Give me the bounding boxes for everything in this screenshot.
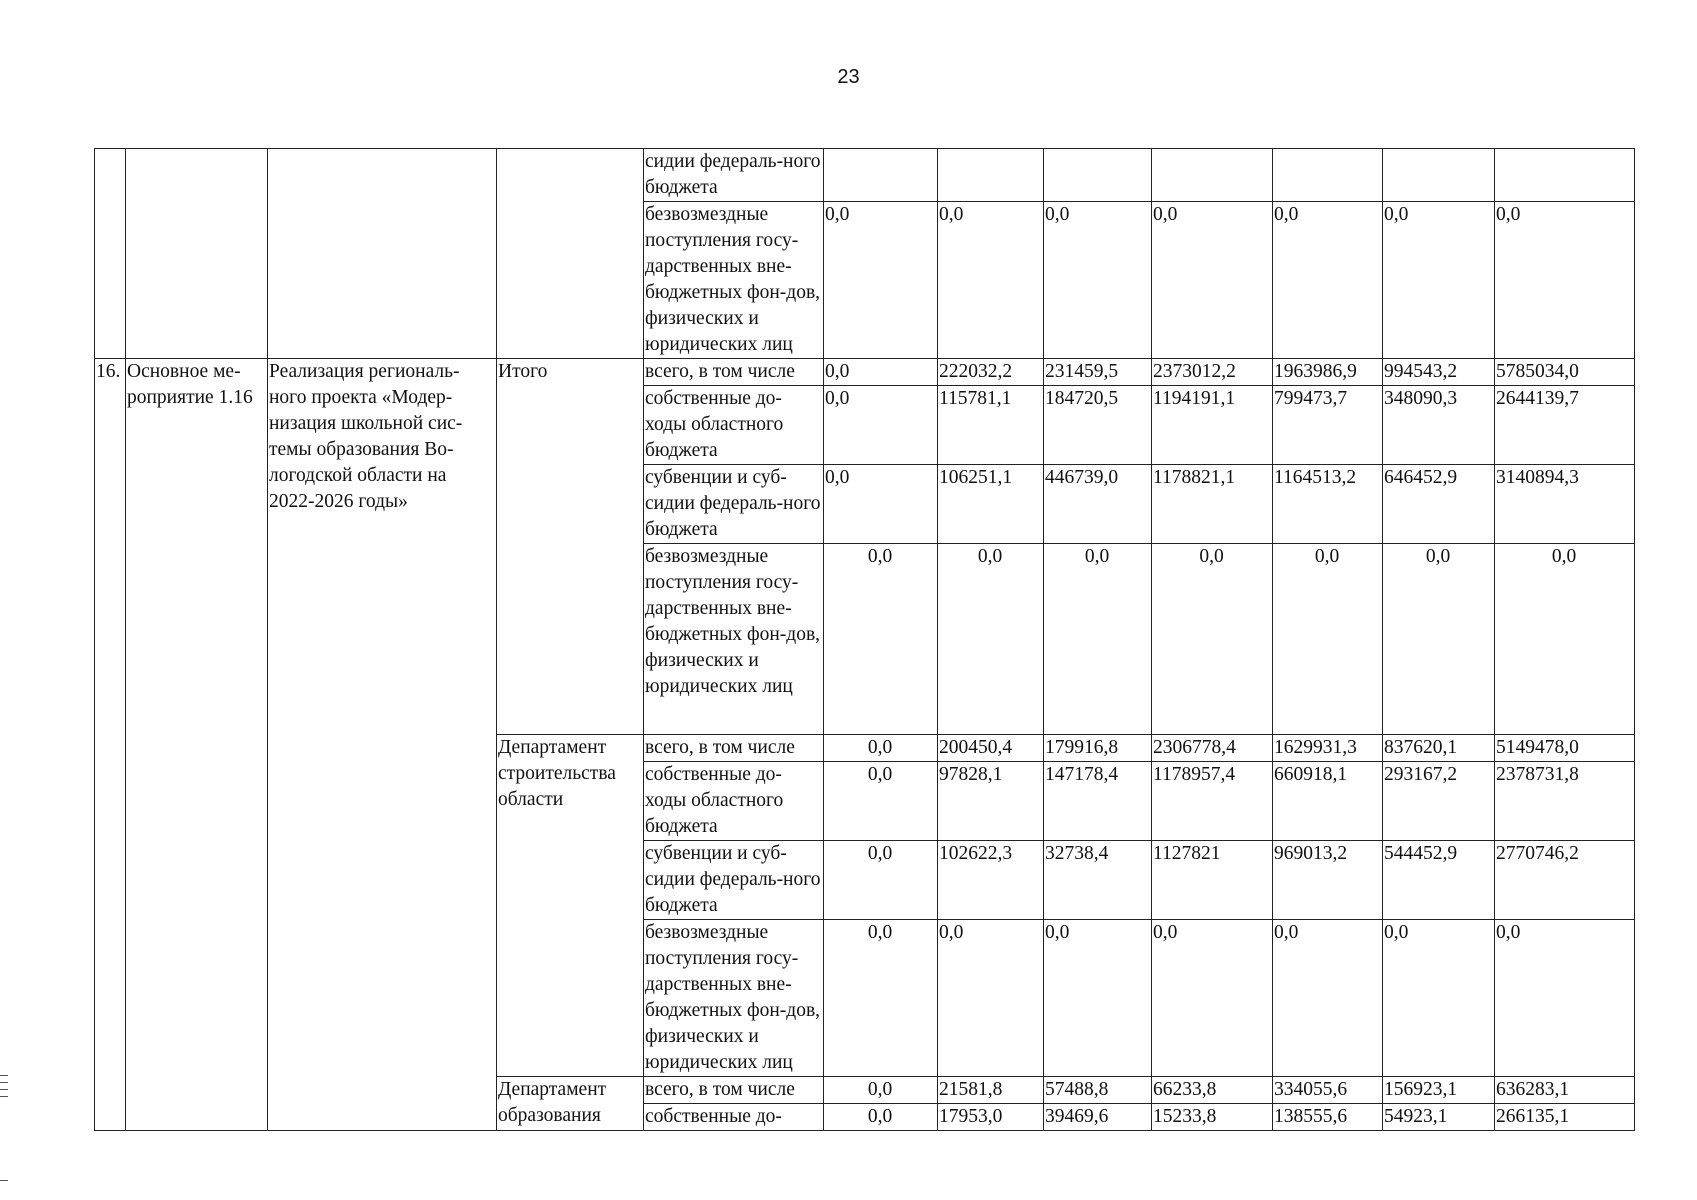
scan-mark: [0, 1180, 8, 1181]
page-number: 23: [837, 66, 860, 88]
value-cell: 0,0: [824, 359, 938, 386]
value-cell: 1178821,1: [1152, 465, 1273, 544]
source-label: сидии федераль-ного бюджета: [644, 149, 824, 202]
value-cell: 0,0: [1273, 202, 1383, 359]
value-cell: 0,0: [824, 386, 938, 465]
value-cell: 799473,7: [1273, 386, 1383, 465]
scan-mark: [0, 1082, 8, 1083]
value-cell: 3140894,3: [1495, 465, 1635, 544]
value-cell: 0,0: [1044, 202, 1152, 359]
source-label: собственные до-ходы областного бюджета: [644, 762, 824, 841]
value-cell: 0,0: [938, 920, 1044, 1077]
scan-mark: [0, 1096, 8, 1097]
value-cell: 17953,0: [938, 1104, 1044, 1131]
value-cell: 0,0: [1044, 920, 1152, 1077]
value-cell: 5785034,0: [1495, 359, 1635, 386]
value-cell: 2378731,8: [1495, 762, 1635, 841]
value-cell: [824, 149, 938, 202]
value-cell: 0,0: [1495, 202, 1635, 359]
table-row: [95, 359, 1635, 386]
value-cell: 156923,1: [1383, 1077, 1495, 1104]
value-cell: 231459,5: [1044, 359, 1152, 386]
value-cell: 0,0: [824, 1077, 938, 1104]
executor-name: Департамент образования: [497, 1077, 644, 1131]
value-cell: [1383, 149, 1495, 202]
source-label: всего, в том числе: [644, 735, 824, 762]
value-cell: 179916,8: [1044, 735, 1152, 762]
value-cell: 222032,2: [938, 359, 1044, 386]
value-cell: 21581,8: [938, 1077, 1044, 1104]
value-cell: 115781,1: [938, 386, 1044, 465]
value-cell: [1273, 149, 1383, 202]
value-cell: 0,0: [938, 202, 1044, 359]
value-cell: 66233,8: [1152, 1077, 1273, 1104]
value-cell: 184720,5: [1044, 386, 1152, 465]
value-cell: 147178,4: [1044, 762, 1152, 841]
value-cell: [1152, 149, 1273, 202]
value-cell: 0,0: [1152, 544, 1273, 735]
value-cell: 1178957,4: [1152, 762, 1273, 841]
value-cell: 5149478,0: [1495, 735, 1635, 762]
value-cell: [1044, 149, 1152, 202]
executor-name: Департамент строительства области: [497, 735, 644, 1077]
value-cell: 994543,2: [1383, 359, 1495, 386]
source-label: собственные до-: [644, 1104, 824, 1131]
table-row: [95, 149, 1635, 202]
value-cell: 0,0: [824, 1104, 938, 1131]
value-cell: 0,0: [824, 202, 938, 359]
value-cell: 138555,6: [1273, 1104, 1383, 1131]
value-cell: 293167,2: [1383, 762, 1495, 841]
value-cell: 334055,6: [1273, 1077, 1383, 1104]
value-cell: 0,0: [1495, 544, 1635, 735]
value-cell: [1495, 149, 1635, 202]
value-cell: 446739,0: [1044, 465, 1152, 544]
source-label: безвозмездные поступления госу-дарственных вне-бюджетных фон-дов, физических и юридических лиц: [644, 202, 824, 359]
source-label: субвенции и суб-сидии федераль-ного бюджета: [644, 465, 824, 544]
executor-cell: [497, 149, 644, 359]
value-cell: 969013,2: [1273, 841, 1383, 920]
value-cell: 32738,4: [1044, 841, 1152, 920]
value-cell: 0,0: [1383, 920, 1495, 1077]
scan-mark: [0, 1089, 8, 1090]
value-cell: 636283,1: [1495, 1077, 1635, 1104]
value-cell: 2373012,2: [1152, 359, 1273, 386]
value-cell: 57488,8: [1044, 1077, 1152, 1104]
source-label: безвозмездные поступления госу-дарственных вне-бюджетных фон-дов, физических и юридических лиц: [644, 544, 824, 735]
value-cell: 1963986,9: [1273, 359, 1383, 386]
source-label: всего, в том числе: [644, 1077, 824, 1104]
event-cell: [126, 149, 268, 359]
value-cell: 0,0: [1273, 920, 1383, 1077]
item-number: 16.: [95, 359, 126, 1131]
source-label: безвозмездные поступления госу-дарственных вне-бюджетных фон-дов, физических и юридических лиц: [644, 920, 824, 1077]
budget-table: [94, 148, 1635, 1131]
value-cell: 348090,3: [1383, 386, 1495, 465]
value-cell: 0,0: [1495, 920, 1635, 1077]
value-cell: 0,0: [824, 920, 938, 1077]
value-cell: 1127821: [1152, 841, 1273, 920]
value-cell: 102622,3: [938, 841, 1044, 920]
value-cell: 0,0: [824, 465, 938, 544]
value-cell: 0,0: [1152, 202, 1273, 359]
value-cell: 200450,4: [938, 735, 1044, 762]
value-cell: 2644139,7: [1495, 386, 1635, 465]
value-cell: 1194191,1: [1152, 386, 1273, 465]
value-cell: 0,0: [824, 735, 938, 762]
value-cell: 660918,1: [1273, 762, 1383, 841]
value-cell: 0,0: [1383, 202, 1495, 359]
value-cell: [938, 149, 1044, 202]
value-cell: 0,0: [1152, 920, 1273, 1077]
value-cell: 2770746,2: [1495, 841, 1635, 920]
value-cell: 15233,8: [1152, 1104, 1273, 1131]
value-cell: 2306778,4: [1152, 735, 1273, 762]
value-cell: 1164513,2: [1273, 465, 1383, 544]
value-cell: 39469,6: [1044, 1104, 1152, 1131]
source-label: субвенции и суб-сидии федераль-ного бюджета: [644, 841, 824, 920]
number-cell: [95, 149, 126, 359]
value-cell: 0,0: [824, 762, 938, 841]
value-cell: 266135,1: [1495, 1104, 1635, 1131]
value-cell: 0,0: [1383, 544, 1495, 735]
value-cell: 837620,1: [1383, 735, 1495, 762]
executor-name: Итого: [497, 359, 644, 735]
scan-mark: [0, 1075, 8, 1076]
value-cell: 0,0: [1044, 544, 1152, 735]
value-cell: 54923,1: [1383, 1104, 1495, 1131]
value-cell: 0,0: [824, 841, 938, 920]
value-cell: 1629931,3: [1273, 735, 1383, 762]
value-cell: 97828,1: [938, 762, 1044, 841]
value-cell: 0,0: [1273, 544, 1383, 735]
value-cell: 0,0: [938, 544, 1044, 735]
source-label: собственные до-ходы областного бюджета: [644, 386, 824, 465]
source-label: всего, в том числе: [644, 359, 824, 386]
value-cell: 0,0: [824, 544, 938, 735]
project-name: Реализация региональ-ного проекта «Модер-низация школьной сис-темы образования Во-логодской области на 2022-2026 годы»: [268, 359, 497, 1131]
name-cell: [268, 149, 497, 359]
value-cell: 646452,9: [1383, 465, 1495, 544]
value-cell: 544452,9: [1383, 841, 1495, 920]
value-cell: 106251,1: [938, 465, 1044, 544]
event-name: Основное ме-роприятие 1.16: [126, 359, 268, 1131]
